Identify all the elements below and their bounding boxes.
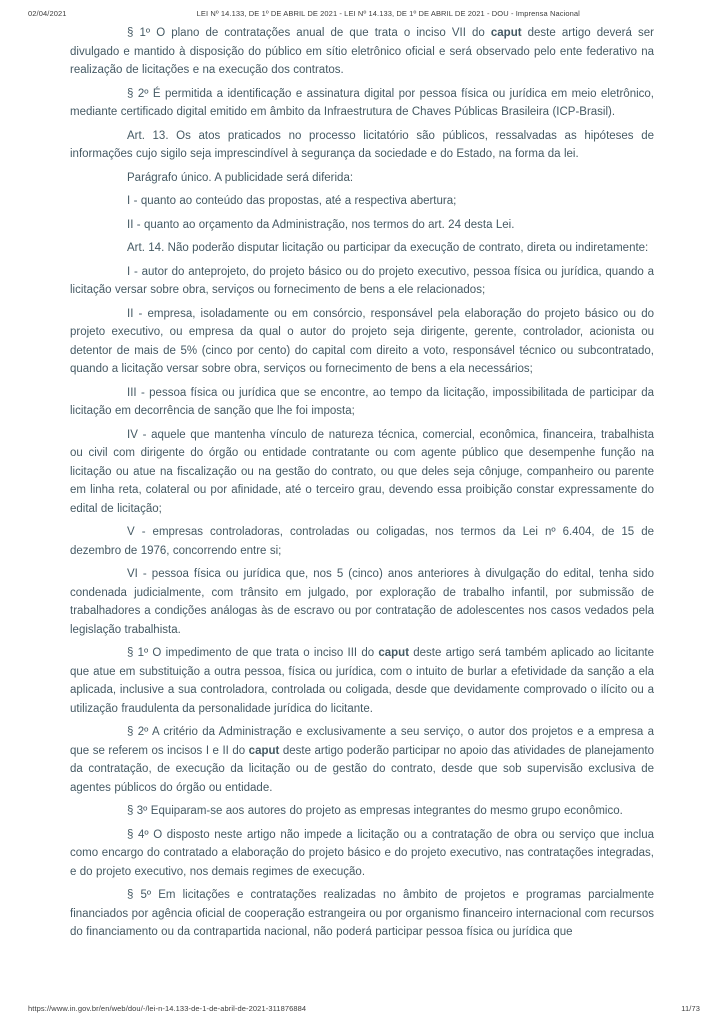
text-segment: § 4º O disposto neste artigo não impede a licitação ou a contratação de obra ou serviço que inclua como encargo do contratado a elaboração do projeto básico e do projeto executivo, nas contratações integradas, e do projeto executivo, nos demais regimes de execução. bbox=[70, 828, 654, 878]
paragraph bbox=[70, 216, 654, 235]
text-segment: deste artigo será também aplicado ao licitante que atue em substituição a outra pessoa, física ou jurídica, com o intuito de burlar a efetividade da sanção a ela aplicada, inclusive a sua controladora, controlada ou coligada, desde que devidamente comprovado o ilícito ou a utilização fraudulenta da personalidade jurídica do licitante. bbox=[70, 647, 654, 715]
text-segment: Art. 13. Os atos praticados no processo licitatório são públicos, ressalvadas as hipóteses de informações cujo sigilo seja imprescindível à segurança da sociedade e do Estado, na forma da lei. bbox=[70, 129, 654, 160]
text-segment: § 1º O impedimento de que trata o inciso III do bbox=[127, 647, 379, 659]
text-segment: deste artigo poderão participar no apoio das atividades de planejamento da contratação, de execução da licitação ou de gestão do contrato, desde que sob supervisão exclusiva de agentes públicos do órgão ou entidade. bbox=[70, 744, 654, 794]
print-title: LEI Nº 14.133, DE 1º DE ABRIL DE 2021 - LEI Nº 14.133, DE 1º DE ABRIL DE 2021 - DOU - Imprensa Nacional bbox=[196, 9, 580, 18]
paragraph bbox=[70, 127, 654, 164]
paragraph bbox=[70, 384, 654, 421]
paragraph bbox=[70, 826, 654, 882]
paragraph-list bbox=[70, 24, 654, 942]
paragraph bbox=[70, 169, 654, 188]
print-date: 02/04/2021 bbox=[28, 9, 67, 18]
paragraph bbox=[70, 723, 654, 797]
text-segment: Art. 14. Não poderão disputar licitação ou participar da execução de contrato, direta ou indiretamente: bbox=[127, 242, 649, 254]
paragraph bbox=[70, 192, 654, 211]
paragraph bbox=[70, 426, 654, 519]
text-segment: V - empresas controladoras, controladas ou coligadas, nos termos da Lei nº 6.404, de 15 de dezembro de 1976, concorrendo entre si; bbox=[70, 526, 654, 557]
paragraph bbox=[70, 523, 654, 560]
text-segment: II - quanto ao orçamento da Administração, nos termos do art. 24 desta Lei. bbox=[127, 218, 515, 231]
print-footer bbox=[28, 1004, 700, 1013]
source-url: https://www.in.gov.br/en/web/dou/-/lei-n-14.133-de-1-de-abril-de-2021-311876884 bbox=[28, 1004, 307, 1013]
text-segment: III - pessoa física ou jurídica que se encontre, ao tempo da licitação, impossibilitada de participar da licitação em decorrência de sanção que lhe foi imposta; bbox=[70, 386, 654, 417]
bold-term: caput bbox=[378, 647, 410, 659]
paragraph bbox=[70, 565, 654, 639]
paragraph bbox=[70, 24, 654, 80]
paragraph bbox=[70, 85, 654, 122]
text-segment: VI - pessoa física ou jurídica que, nos 5 (cinco) anos anteriores à divulgação do edital, tenha sido condenada judicialmente, com trânsito em julgado, por exploração de trabalho infantil, por submissão de trabalhadores a condições análogas às de escravo ou por contratação de adolescentes nos casos vedados pela legislação trabalhista. bbox=[70, 568, 654, 636]
print-header bbox=[28, 9, 696, 18]
text-segment: deste artigo deverá ser divulgado e mantido à disposição do público em sítio eletrônico oficial e será observado pelo ente federativo na realização de licitações e na execução dos contratos. bbox=[70, 27, 654, 76]
paragraph bbox=[70, 802, 654, 821]
text-segment: I - autor do anteprojeto, do projeto básico ou do projeto executivo, pessoa física ou jurídica, quando a licitação versar sobre obra, serviços ou fornecimento de bens a ele relacionados; bbox=[70, 265, 654, 296]
bold-term: caput bbox=[490, 27, 522, 39]
paragraph bbox=[70, 305, 654, 379]
text-segment: Parágrafo único. A publicidade será diferida: bbox=[127, 171, 354, 184]
paragraph bbox=[70, 644, 654, 718]
page-number: 11/73 bbox=[681, 1004, 700, 1013]
text-segment: IV - aquele que mantenha vínculo de natureza técnica, comercial, econômica, financeira, trabalhista ou civil com dirigente do órgão ou entidade contratante ou com agente público que desempenhe função na licitação ou atue na fiscalização ou na gestão do contrato, ou que deles seja cônjuge, companheiro ou parente em linha reta, colateral ou por afinidade, até o terceiro grau, devendo essa proibição constar expressamente do edital de licitação; bbox=[70, 428, 654, 515]
bold-term: caput bbox=[248, 744, 280, 757]
text-segment: § 5º Em licitações e contratações realizadas no âmbito de projetos e programas parcialmente financiados por agência oficial de cooperação estrangeira ou por organismo financeiro internacional com recursos do financiamento ou da contrapartida nacional, não poderá participar pessoa física ou jurídica que bbox=[70, 889, 654, 938]
paragraph bbox=[70, 263, 654, 300]
paragraph bbox=[70, 239, 654, 258]
document-body bbox=[70, 24, 654, 947]
text-segment: § 3º Equiparam-se aos autores do projeto as empresas integrantes do mesmo grupo econômico. bbox=[127, 805, 623, 817]
text-segment: § 2º A critério da Administração e exclusivamente a seu serviço, o autor dos projetos e a empresa a que se referem os incisos I e II do bbox=[70, 726, 654, 757]
paragraph bbox=[70, 886, 654, 942]
text-segment: I - quanto ao conteúdo das propostas, até a respectiva abertura; bbox=[127, 195, 457, 207]
text-segment: § 1º O plano de contratações anual de que trata o inciso VII do bbox=[127, 27, 491, 39]
text-segment: § 2º É permitida a identificação e assinatura digital por pessoa física ou jurídica em meio eletrônico, mediante certificado digital emitido em âmbito da Infraestrutura de Chaves Públicas Brasileira (ICP-Brasil). bbox=[70, 87, 654, 118]
text-segment: II - empresa, isoladamente ou em consórcio, responsável pela elaboração do projeto básico ou do projeto executivo, ou empresa da qual o autor do projeto seja dirigente, gerente, controlador, acionista ou detentor de mais de 5% (cinco por cento) do capital com direito a voto, responsável técnico ou subcontratado, quando a licitação versar sobre obra, serviços ou fornecimento de bens a ela necessários; bbox=[70, 307, 654, 375]
